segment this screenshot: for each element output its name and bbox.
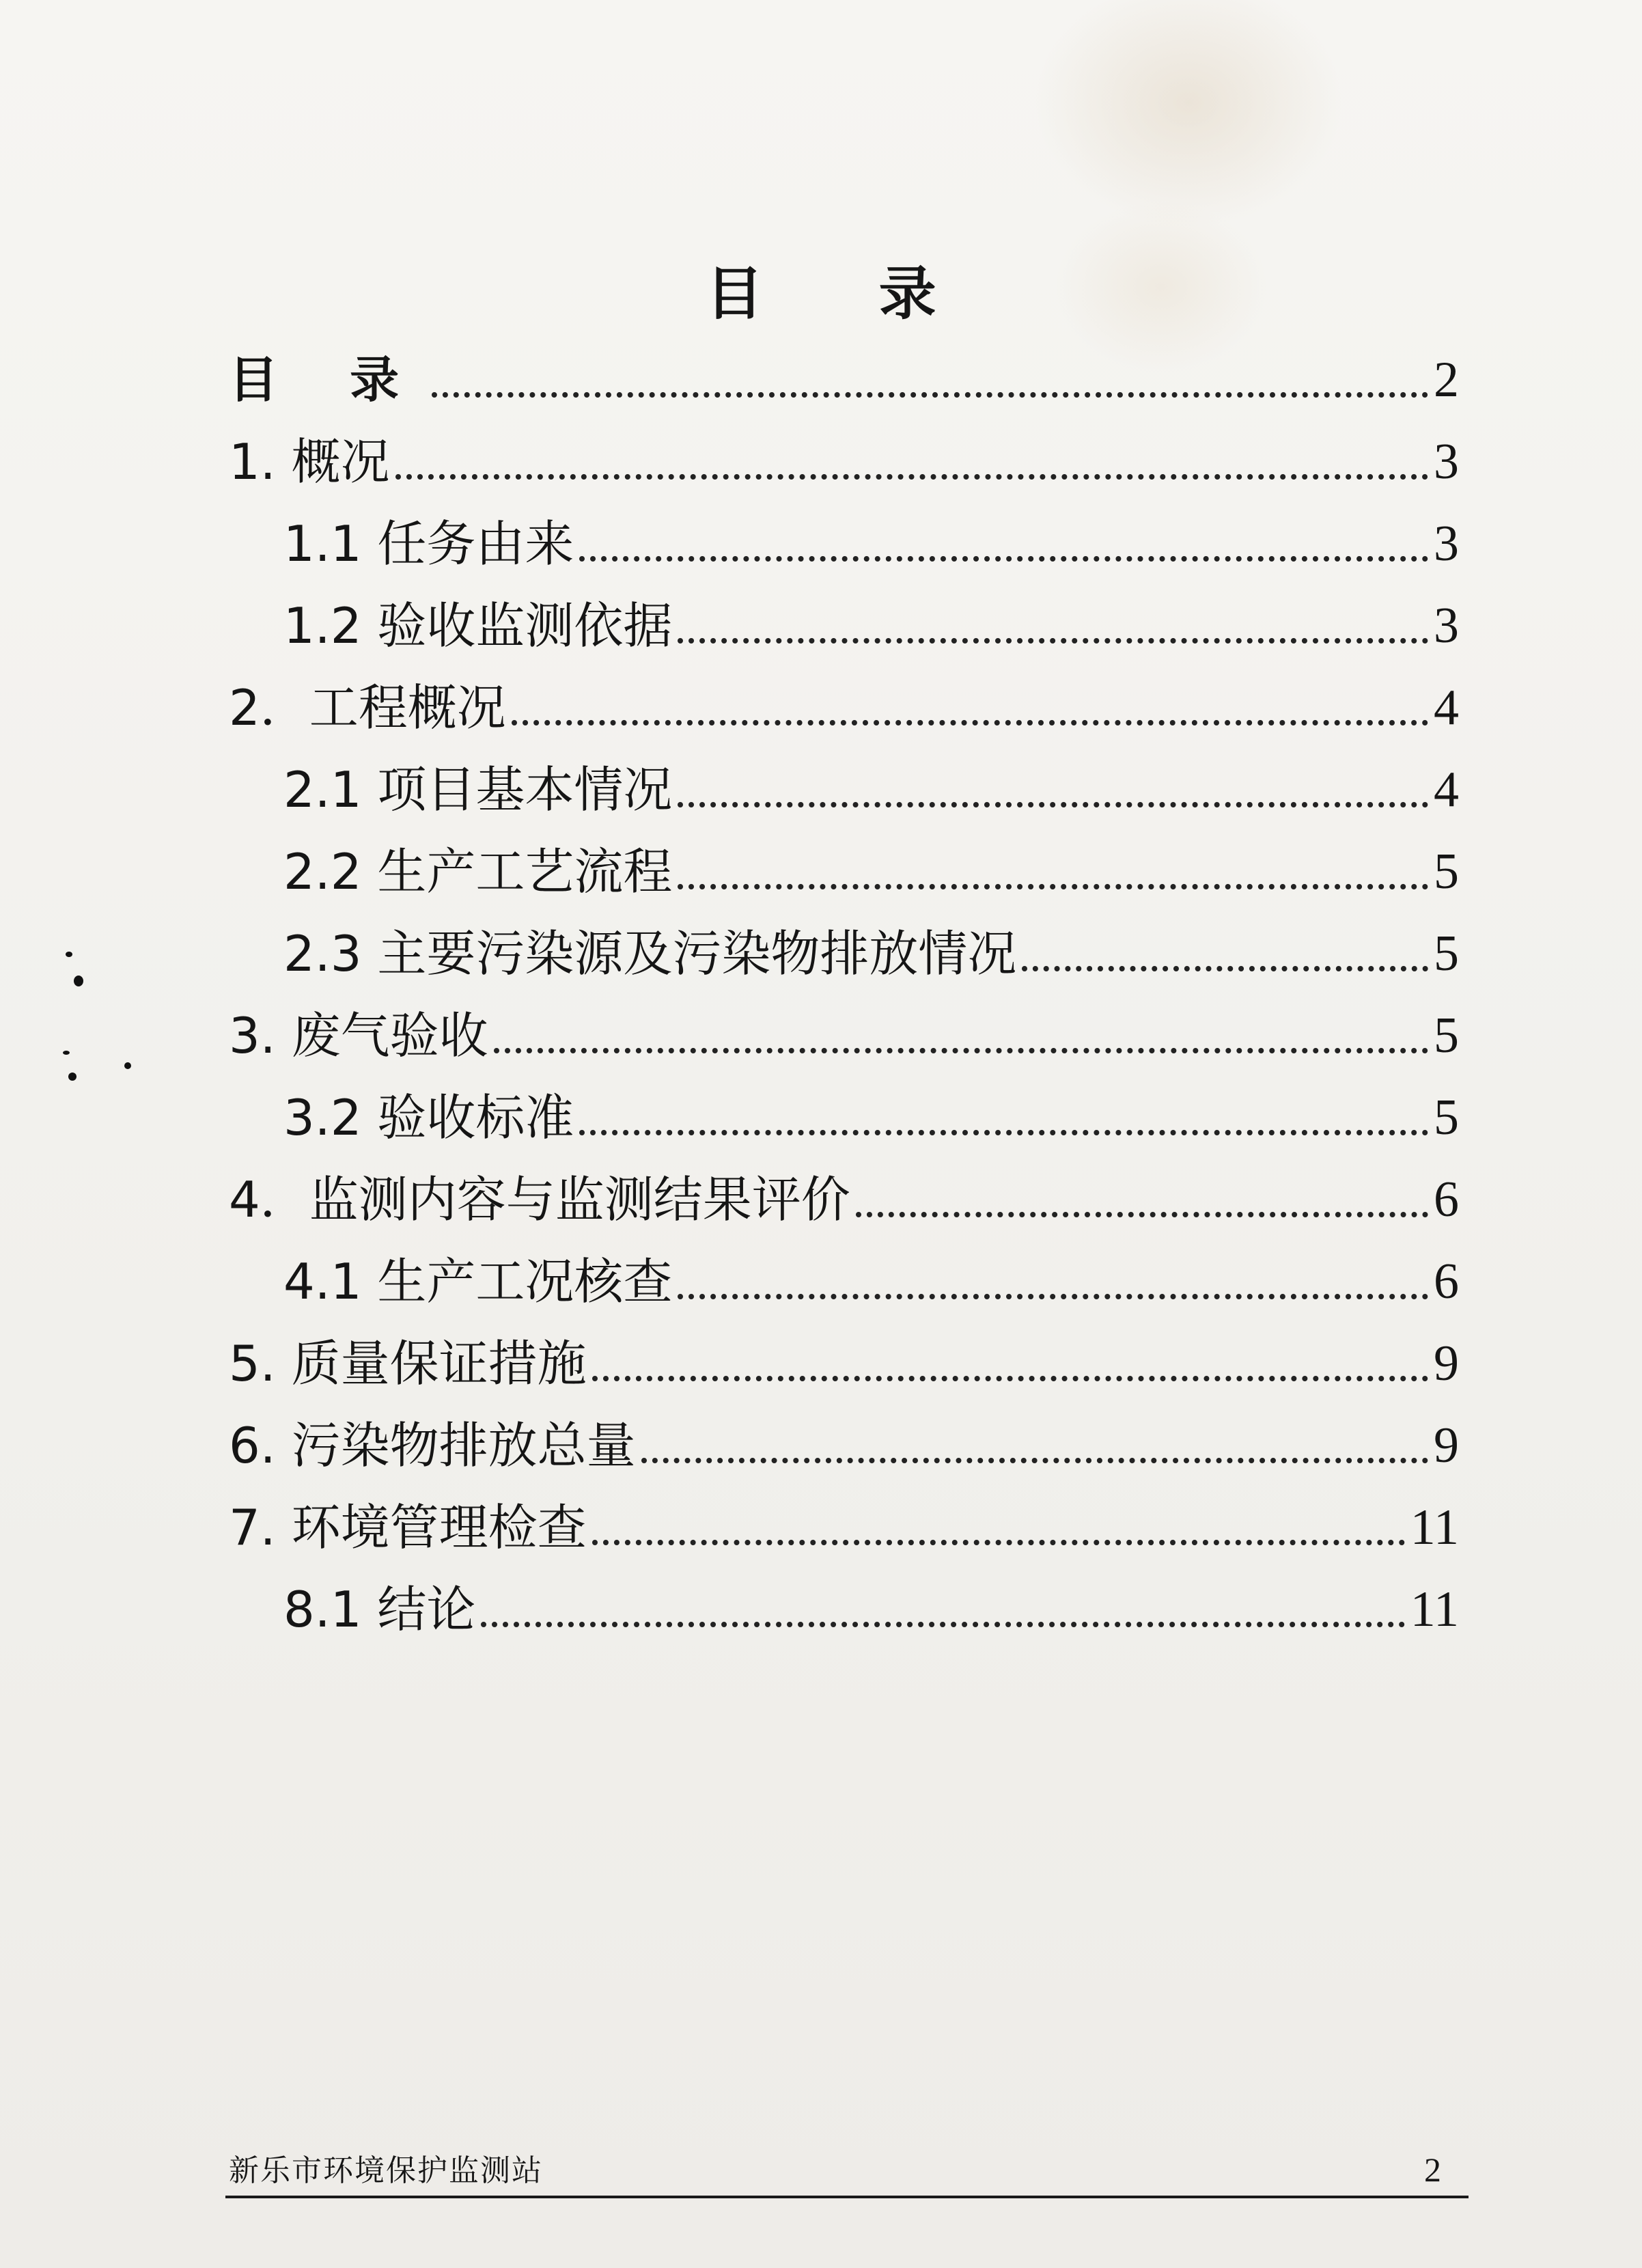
toc-entry-page: 9 [1434, 1336, 1459, 1392]
toc-entry-exhaust-acceptance[interactable] [229, 997, 1459, 1066]
toc-entry-label: 2.2 生产工艺流程 [283, 843, 673, 900]
toc-entry-page: 5 [1434, 1008, 1459, 1064]
toc-leader-dots [481, 1622, 1404, 1627]
scan-speck [63, 1051, 70, 1055]
toc-leader-dots [641, 1458, 1428, 1463]
toc-entry-contents[interactable] [229, 342, 1459, 410]
toc-entry-label: 1.1 任务由来 [283, 515, 574, 572]
toc-leader-dots [678, 638, 1428, 644]
toc-entry-page: 9 [1434, 1418, 1459, 1474]
toc-entry-total-emissions[interactable] [229, 1407, 1459, 1476]
page-title: 目 录 [706, 260, 984, 327]
toc-leader-dots [579, 556, 1428, 562]
toc-entry-page: 11 [1410, 1499, 1459, 1555]
toc-entry-label: 1. 概况 [229, 433, 390, 490]
toc-leader-dots [494, 1048, 1428, 1053]
toc-entry-page: 5 [1434, 926, 1459, 982]
toc-entry-page: 6 [1434, 1254, 1459, 1310]
toc-entry-page: 3 [1434, 598, 1459, 654]
toc-entry-label: 目 录 [229, 351, 427, 409]
toc-leader-dots [432, 392, 1428, 398]
scan-speck [74, 976, 83, 986]
toc-entry-label: 4．监测内容与监测结果评价 [229, 1171, 850, 1228]
toc-entry-page: 5 [1434, 844, 1459, 900]
toc-entry-label: 1.2 验收监测依据 [283, 597, 673, 654]
toc-leader-dots [512, 720, 1428, 725]
scan-speck [124, 1062, 131, 1069]
toc-entry-label: 5. 质量保证措施 [229, 1335, 587, 1392]
toc-entry-project-overview[interactable] [229, 669, 1459, 738]
toc-leader-dots [678, 802, 1428, 807]
toc-leader-dots [678, 1294, 1428, 1299]
toc-entry-environmental-management[interactable] [229, 1489, 1459, 1558]
toc-entry-label: 3. 废气验收 [229, 1007, 488, 1064]
toc-entry-page: 11 [1410, 1581, 1459, 1637]
toc-leader-dots [592, 1540, 1405, 1545]
toc-entry-process-flow[interactable] [283, 833, 1459, 902]
toc-entry-page: 2 [1434, 352, 1459, 408]
toc-leader-dots [1022, 966, 1428, 971]
scan-speck [66, 952, 72, 957]
toc-entry-production-check[interactable] [283, 1243, 1459, 1312]
toc-leader-dots [592, 1376, 1428, 1381]
toc-entry-overview[interactable] [229, 424, 1459, 492]
toc-entry-label: 7. 环境管理检查 [229, 1499, 587, 1556]
toc-entry-basic-info[interactable] [283, 751, 1459, 820]
toc-entry-page: 4 [1434, 762, 1459, 818]
toc-entry-page: 3 [1434, 434, 1459, 490]
toc-entry-label: 4.1 生产工况核查 [283, 1253, 673, 1310]
footer-rule [225, 2196, 1469, 2198]
toc-entry-page: 3 [1434, 516, 1459, 572]
toc-entry-page: 6 [1434, 1172, 1459, 1228]
footer-organization: 新乐市环境保护监测站 [229, 2153, 543, 2188]
toc-entry-page: 4 [1434, 680, 1459, 736]
toc-entry-conclusion[interactable] [283, 1571, 1459, 1640]
toc-entry-monitoring-basis[interactable] [283, 587, 1459, 656]
toc-entry-label: 3.2 验收标准 [283, 1089, 574, 1146]
scan-speck [68, 1073, 76, 1081]
toc-entry-label: 6. 污染物排放总量 [229, 1417, 636, 1474]
toc-entry-label: 2．工程概况 [229, 679, 506, 736]
toc-entry-monitoring-results[interactable] [229, 1161, 1459, 1230]
toc-leader-dots [856, 1212, 1428, 1217]
toc-entry-quality-assurance[interactable] [229, 1325, 1459, 1394]
toc-entry-pollution-sources[interactable] [283, 915, 1459, 984]
footer-page-number: 2 [1424, 2151, 1441, 2189]
toc-leader-dots [395, 474, 1428, 480]
toc-leader-dots [678, 884, 1428, 889]
toc-entry-label: 8.1 结论 [283, 1581, 476, 1638]
toc-entry-page: 5 [1434, 1090, 1459, 1146]
toc-leader-dots [579, 1130, 1428, 1135]
toc-entry-acceptance-standard[interactable] [283, 1079, 1459, 1148]
toc-entry-label: 2.1 项目基本情况 [283, 761, 673, 818]
toc-entry-task-origin[interactable] [283, 506, 1459, 574]
toc-entry-label: 2.3 主要污染源及污染物排放情况 [283, 925, 1017, 982]
